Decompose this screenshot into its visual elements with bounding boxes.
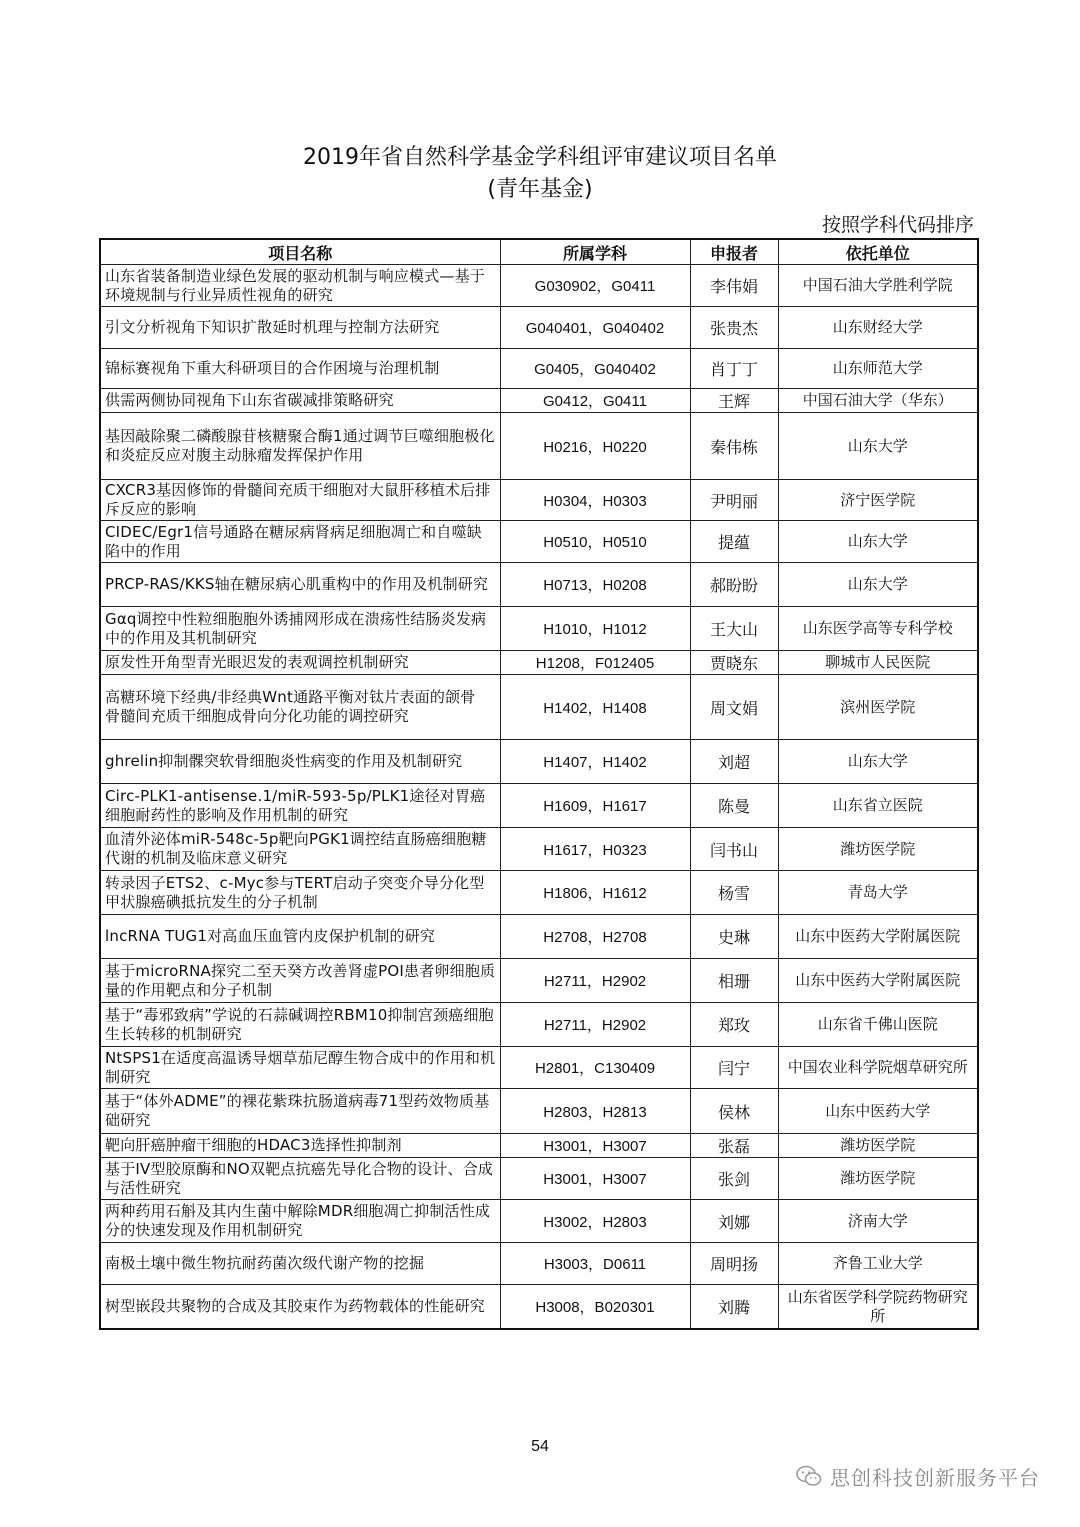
table-row — [100, 1158, 978, 1200]
table-header-row — [100, 239, 978, 265]
project-name-cell: CXCR3基因修饰的骨髓间充质干细胞对大鼠肝移植术后排斥反应的影响 — [100, 480, 500, 521]
unit-cell: 山东师范大学 — [778, 349, 978, 389]
subject-code-cell: G030902，G0411 — [500, 265, 690, 307]
applicant-cell: 刘腾 — [690, 1285, 778, 1330]
table-row — [100, 959, 978, 1003]
table-row — [100, 349, 978, 389]
subject-code-cell: H0510，H0510 — [500, 521, 690, 563]
subject-code-cell: H1208，F012405 — [500, 651, 690, 675]
project-name-cell: 原发性开角型青光眼迟发的表观调控机制研究 — [100, 651, 500, 675]
applicant-cell: 秦伟栋 — [690, 413, 778, 480]
table-row — [100, 307, 978, 349]
project-name-cell: 血清外泌体miR-548c-5p靶向PGK1调控结直肠癌细胞糖代谢的机制及临床意义研究 — [100, 828, 500, 871]
project-name-cell: 山东省装备制造业绿色发展的驱动机制与响应模式—基于环境规制与行业异质性视角的研究 — [100, 265, 500, 307]
unit-cell: 潍坊医学院 — [778, 1134, 978, 1158]
project-name-cell: NtSPS1在适度高温诱导烟草茄尼醇生物合成中的作用和机制研究 — [100, 1047, 500, 1089]
applicant-cell: 郝盼盼 — [690, 563, 778, 607]
subject-code-cell: G0405，G040402 — [500, 349, 690, 389]
watermark-text: 思创科技创新服务平台 — [830, 1465, 1040, 1490]
applicant-cell: 杨雪 — [690, 871, 778, 915]
project-name-cell: lncRNA TUG1对高血压血管内皮保护机制的研究 — [100, 915, 500, 959]
applicant-cell: 刘超 — [690, 740, 778, 784]
unit-cell: 山东大学 — [778, 563, 978, 607]
project-name-cell: Circ-PLK1-antisense.1/miR-593-5p/PLK1途径对胃癌细胞耐药性的影响及作用机制的研究 — [100, 784, 500, 828]
subject-code-cell: H3008，B020301 — [500, 1285, 690, 1330]
table-row — [100, 651, 978, 675]
applicant-cell: 李伟娟 — [690, 265, 778, 307]
unit-cell: 山东大学 — [778, 740, 978, 784]
applicant-cell: 周文娟 — [690, 675, 778, 740]
project-name-cell: 高糖环境下经典/非经典Wnt通路平衡对钛片表面的颌骨 骨髓间充质干细胞成骨向分化功能的调控研究 — [100, 675, 500, 740]
table-row — [100, 265, 978, 307]
subject-code-cell: H0216，H0220 — [500, 413, 690, 480]
subject-code-cell: H1806，H1612 — [500, 871, 690, 915]
applicant-cell: 闫宁 — [690, 1047, 778, 1089]
table-row — [100, 1089, 978, 1134]
applicant-cell: 贾晓东 — [690, 651, 778, 675]
subject-code-cell: G040401，G040402 — [500, 307, 690, 349]
table-row — [100, 563, 978, 607]
unit-cell: 山东大学 — [778, 521, 978, 563]
table-row — [100, 1243, 978, 1285]
applicant-cell: 张剑 — [690, 1158, 778, 1200]
table-row — [100, 480, 978, 521]
table-row — [100, 607, 978, 651]
unit-cell: 潍坊医学院 — [778, 828, 978, 871]
project-name-cell: 引文分析视角下知识扩散延时机理与控制方法研究 — [100, 307, 500, 349]
applicant-cell: 提蕴 — [690, 521, 778, 563]
unit-cell: 齐鲁工业大学 — [778, 1243, 978, 1285]
applicant-cell: 郑玫 — [690, 1003, 778, 1047]
unit-cell: 中国石油大学（华东） — [778, 389, 978, 413]
unit-cell: 山东省医学科学院药物研究所 — [778, 1285, 978, 1330]
applicant-cell: 史琳 — [690, 915, 778, 959]
unit-cell: 滨州医学院 — [778, 675, 978, 740]
unit-cell: 济宁医学院 — [778, 480, 978, 521]
unit-cell: 山东财经大学 — [778, 307, 978, 349]
unit-cell: 青岛大学 — [778, 871, 978, 915]
project-name-cell: 南极土壤中微生物抗耐药菌次级代谢产物的挖掘 — [100, 1243, 500, 1285]
unit-cell: 山东大学 — [778, 413, 978, 480]
subject-code-cell: H1609，H1617 — [500, 784, 690, 828]
table-row — [100, 828, 978, 871]
applicant-cell: 肖丁丁 — [690, 349, 778, 389]
unit-cell: 聊城市人民医院 — [778, 651, 978, 675]
header-subject: 所属学科 — [500, 239, 690, 265]
unit-cell: 山东省立医院 — [778, 784, 978, 828]
project-name-cell: ghrelin抑制髁突软骨细胞炎性病变的作用及机制研究 — [100, 740, 500, 784]
table-row — [100, 413, 978, 480]
subject-code-cell: H1010，H1012 — [500, 607, 690, 651]
table-body — [100, 265, 978, 1330]
project-name-cell: 基因敲除聚二磷酸腺苷核糖聚合酶1通过调节巨噬细胞极化和炎症反应对腹主动脉瘤发挥保护作用 — [100, 413, 500, 480]
table-row — [100, 784, 978, 828]
project-name-cell: 基于“毒邪致病”学说的石蒜碱调控RBM10抑制宫颈癌细胞生长转移的机制研究 — [100, 1003, 500, 1047]
table-row — [100, 389, 978, 413]
applicant-cell: 王辉 — [690, 389, 778, 413]
table-row — [100, 1047, 978, 1089]
table-row — [100, 915, 978, 959]
page-number: 54 — [531, 1438, 549, 1455]
applicant-cell: 刘娜 — [690, 1200, 778, 1243]
unit-cell: 中国农业科学院烟草研究所 — [778, 1047, 978, 1089]
wechat-icon — [796, 1465, 822, 1487]
unit-cell: 山东中医药大学附属医院 — [778, 915, 978, 959]
applicant-cell: 张磊 — [690, 1134, 778, 1158]
unit-cell: 山东医学高等专科学校 — [778, 607, 978, 651]
table-row — [100, 1285, 978, 1330]
project-name-cell: 树型嵌段共聚物的合成及其胶束作为药物载体的性能研究 — [100, 1285, 500, 1330]
applicant-cell: 闫书山 — [690, 828, 778, 871]
unit-cell: 潍坊医学院 — [778, 1158, 978, 1200]
subject-code-cell: G0412，G0411 — [500, 389, 690, 413]
applicant-cell: 陈曼 — [690, 784, 778, 828]
subject-code-cell: H2801，C130409 — [500, 1047, 690, 1089]
subject-code-cell: H0304，H0303 — [500, 480, 690, 521]
unit-cell: 山东中医药大学附属医院 — [778, 959, 978, 1003]
applicant-cell: 尹明丽 — [690, 480, 778, 521]
header-applicant: 申报者 — [690, 239, 778, 265]
project-table — [99, 238, 979, 1330]
subject-code-cell: H3003，D0611 — [500, 1243, 690, 1285]
watermark — [796, 1462, 1040, 1490]
subject-code-cell: H1617，H0323 — [500, 828, 690, 871]
applicant-cell: 王大山 — [690, 607, 778, 651]
table-row — [100, 675, 978, 740]
header-unit: 依托单位 — [778, 239, 978, 265]
subject-code-cell: H2803，H2813 — [500, 1089, 690, 1134]
document-subtitle: (青年基金) — [487, 177, 593, 202]
project-name-cell: CIDEC/Egr1信号通路在糖尿病肾病足细胞凋亡和自噬缺陷中的作用 — [100, 521, 500, 563]
table-row — [100, 521, 978, 563]
subject-code-cell: H2711，H2902 — [500, 959, 690, 1003]
project-name-cell: Gαq调控中性粒细胞胞外诱捕网形成在溃疡性结肠炎发病中的作用及其机制研究 — [100, 607, 500, 651]
unit-cell: 济南大学 — [778, 1200, 978, 1243]
project-name-cell: 转录因子ETS2、c-Myc参与TERT启动子突变介导分化型甲状腺癌碘抵抗发生的分子机制 — [100, 871, 500, 915]
applicant-cell: 周明扬 — [690, 1243, 778, 1285]
applicant-cell: 侯林 — [690, 1089, 778, 1134]
unit-cell: 山东中医药大学 — [778, 1089, 978, 1134]
applicant-cell: 相珊 — [690, 959, 778, 1003]
subject-code-cell: H2708，H2708 — [500, 915, 690, 959]
project-name-cell: 供需两侧协同视角下山东省碳减排策略研究 — [100, 389, 500, 413]
table-row — [100, 740, 978, 784]
table-row — [100, 1003, 978, 1047]
table-row — [100, 1200, 978, 1243]
project-name-cell: 基于IV型胶原酶和NO双靶点抗癌先导化合物的设计、合成与活性研究 — [100, 1158, 500, 1200]
sort-note: 按照学科代码排序 — [821, 214, 974, 236]
table-row — [100, 871, 978, 915]
project-name-cell: 基于“体外ADME”的裸花紫珠抗肠道病毒71型药效物质基础研究 — [100, 1089, 500, 1134]
subject-code-cell: H0713，H0208 — [500, 563, 690, 607]
subject-code-cell: H2711，H2902 — [500, 1003, 690, 1047]
subject-code-cell: H1407，H1402 — [500, 740, 690, 784]
project-name-cell: 锦标赛视角下重大科研项目的合作困境与治理机制 — [100, 349, 500, 389]
applicant-cell: 张贵杰 — [690, 307, 778, 349]
project-name-cell: PRCP-RAS/KKS轴在糖尿病心肌重构中的作用及机制研究 — [100, 563, 500, 607]
unit-cell: 山东省千佛山医院 — [778, 1003, 978, 1047]
subject-code-cell: H3001，H3007 — [500, 1134, 690, 1158]
subject-code-cell: H3002，H2803 — [500, 1200, 690, 1243]
project-name-cell: 两种药用石斛及其内生菌中解除MDR细胞凋亡抑制活性成分的快速发现及作用机制研究 — [100, 1200, 500, 1243]
header-project-name: 项目名称 — [100, 239, 500, 265]
table-row — [100, 1134, 978, 1158]
project-name-cell: 基于microRNA探究二至天癸方改善肾虚POI患者卵细胞质量的作用靶点和分子机制 — [100, 959, 500, 1003]
subject-code-cell: H3001，H3007 — [500, 1158, 690, 1200]
unit-cell: 中国石油大学胜利学院 — [778, 265, 978, 307]
subject-code-cell: H1402，H1408 — [500, 675, 690, 740]
project-name-cell: 靶向肝癌肿瘤干细胞的HDAC3选择性抑制剂 — [100, 1134, 500, 1158]
document-title: 2019年省自然科学基金学科组评审建议项目名单 — [303, 145, 777, 170]
